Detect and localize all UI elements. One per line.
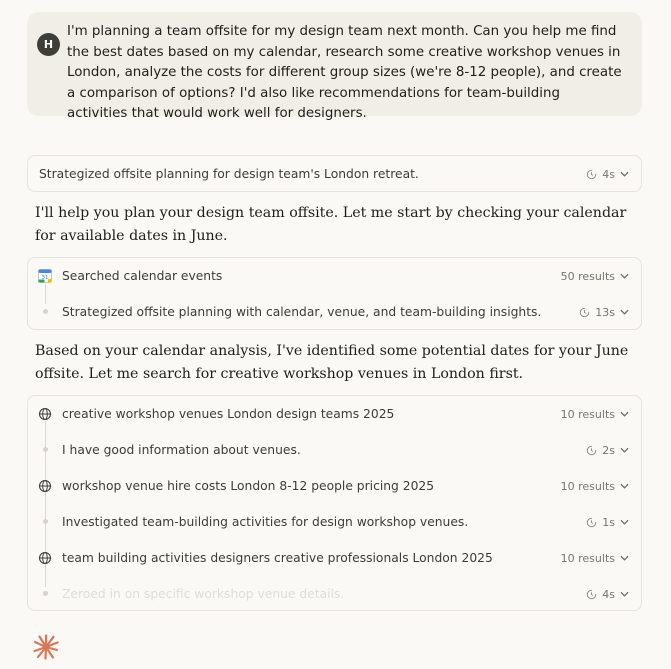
- timeline-dot: [43, 519, 48, 524]
- chevron-down-icon[interactable]: [620, 171, 629, 177]
- calendar-icon-text: 31: [41, 275, 49, 282]
- timeline-dot: [43, 309, 48, 314]
- thinking-label: I have good information about venues.: [62, 443, 301, 457]
- calendar-search-label: Searched calendar events: [62, 269, 223, 283]
- web-search-result-count: 10 results: [560, 551, 615, 565]
- thinking-label: Zeroed in on specific workshop venue details.: [62, 587, 345, 601]
- thinking-summary-card[interactable]: [27, 155, 642, 192]
- globe-icon: [38, 407, 52, 421]
- research-tool-card: [27, 395, 642, 611]
- web-search-row-3[interactable]: [28, 540, 641, 576]
- timer-icon: [586, 445, 597, 456]
- thinking-summary-row[interactable]: [28, 156, 641, 192]
- calendar-thinking-row[interactable]: [28, 294, 641, 330]
- calendar-thinking-label: Strategized offsite planning with calendar, venue, and team-building insights.: [62, 305, 542, 319]
- thinking-duration: 2s: [602, 443, 615, 457]
- web-search-result-count: 10 results: [560, 407, 615, 421]
- web-search-row-1[interactable]: [28, 396, 641, 432]
- calendar-search-row[interactable]: [28, 258, 641, 294]
- user-avatar: H: [37, 33, 60, 56]
- calendar-thinking-duration: 13s: [595, 305, 615, 319]
- timer-icon: [586, 589, 597, 600]
- user-message-text: I'm planning a team offsite for my design team next month. Can you help me find the best dates based on my calendar, research some creative workshop venues in London, analyze the costs for different group sizes (we're 8-12 people), and create a comparison of options? I'd also like recommendations for team-building activities that would work well for designers.: [67, 24, 622, 122]
- chevron-down-icon[interactable]: [620, 309, 629, 315]
- thinking-row-2[interactable]: [28, 504, 641, 540]
- web-search-result-count: 10 results: [560, 479, 615, 493]
- calendar-result-count: 50 results: [560, 269, 615, 283]
- chevron-down-icon[interactable]: [620, 447, 629, 453]
- calendar-tool-card: [27, 257, 642, 330]
- timer-icon: [586, 517, 597, 528]
- timeline-dot: [43, 591, 48, 596]
- thinking-summary-label: Strategized offsite planning for design team's London retreat.: [39, 167, 419, 181]
- chevron-down-icon[interactable]: [620, 519, 629, 525]
- thinking-row-1[interactable]: [28, 432, 641, 468]
- timeline-dot: [43, 447, 48, 452]
- chevron-down-icon[interactable]: [620, 411, 629, 417]
- chevron-down-icon[interactable]: [620, 483, 629, 489]
- calendar-icon: [38, 269, 52, 283]
- assistant-paragraph-1: I'll help you plan your design team offsite. Let me start by checking your calendar for available dates in June.: [35, 205, 627, 244]
- globe-icon: [38, 551, 52, 565]
- chevron-down-icon[interactable]: [620, 555, 629, 561]
- thinking-duration: 1s: [602, 515, 615, 529]
- web-search-label: creative workshop venues London design teams 2025: [62, 407, 395, 421]
- timer-icon: [586, 169, 597, 180]
- thinking-label: Investigated team-building activities for design workshop venues.: [62, 515, 469, 529]
- timer-icon: [579, 307, 590, 318]
- thinking-duration: 4s: [602, 587, 615, 601]
- user-message: [27, 12, 642, 122]
- web-search-label: workshop venue hire costs London 8-12 people pricing 2025: [62, 479, 435, 493]
- globe-icon: [38, 479, 52, 493]
- web-search-label: team building activities designers creative professionals London 2025: [62, 551, 493, 565]
- thinking-duration: 4s: [602, 167, 615, 181]
- assistant-paragraph-2: Based on your calendar analysis, I've identified some potential dates for your June offsite. Let me search for creative workshop venues in London first.: [35, 343, 629, 382]
- chevron-down-icon[interactable]: [620, 591, 629, 597]
- web-search-row-2[interactable]: [28, 468, 641, 504]
- thinking-row-3[interactable]: [28, 576, 641, 612]
- chevron-down-icon[interactable]: [620, 273, 629, 279]
- claude-starburst-icon: [33, 634, 59, 660]
